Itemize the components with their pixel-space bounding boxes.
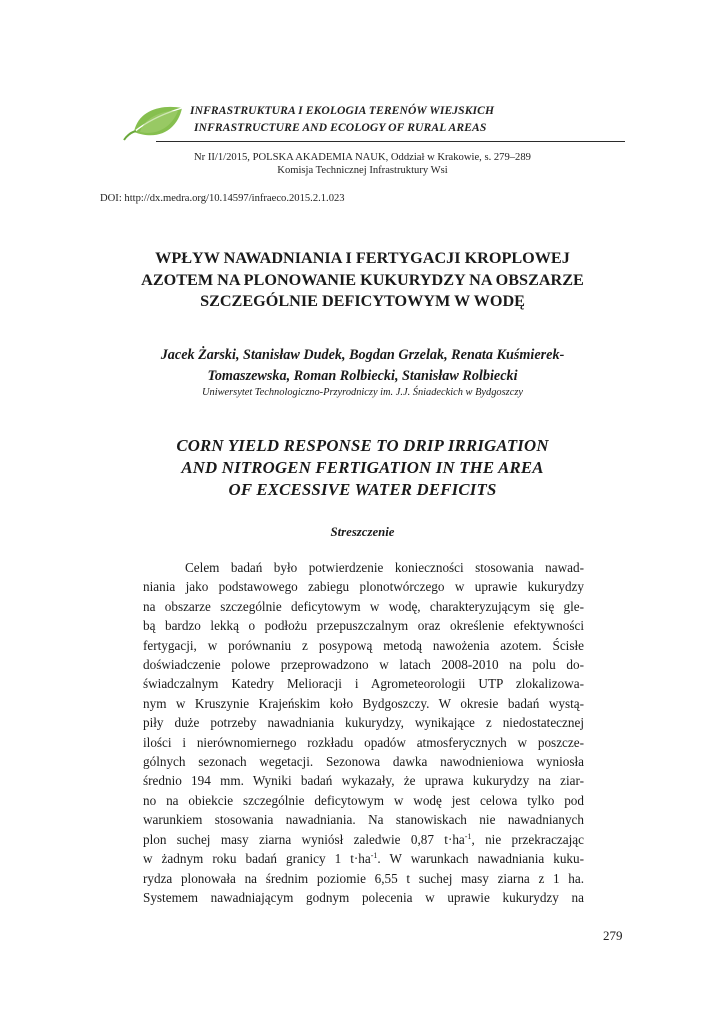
abstract-heading: Streszczenie bbox=[330, 525, 395, 539]
journal-title-en: INFRASTRUCTURE AND ECOLOGY OF RURAL AREAS bbox=[194, 121, 487, 134]
abstract-text: . W warunkach nawadniania kuku- bbox=[377, 851, 584, 867]
abstract-text: w żadnym roku badań granicy 1 t bbox=[143, 851, 354, 867]
abstract-line: doświadczenie polowe przeprowadzono w latach 2008-2010 na polu do- bbox=[143, 657, 584, 673]
title-pl-line: WPŁYW NAWADNIANIA I FERTYGACJI KROPLOWEJ bbox=[155, 249, 570, 267]
issue-info: Nr II/1/2015, POLSKA AKADEMIA NAUK, Oddział w Krakowie, s. 279–289 bbox=[194, 152, 531, 163]
leaf-icon bbox=[120, 98, 188, 146]
title-en-line: OF EXCESSIVE WATER DEFICITS bbox=[228, 480, 497, 499]
authors-line: Tomaszewska, Roman Rolbiecki, Stanisław Rolbiecki bbox=[207, 367, 518, 384]
abstract-line: na obszarze szczególnie deficytowym w wodę, charakteryzującym się gle- bbox=[143, 598, 584, 614]
unit-exponent: -1 bbox=[370, 851, 378, 861]
journal-logo bbox=[120, 98, 188, 146]
abstract-line bbox=[143, 830, 584, 849]
article-title-en bbox=[90, 435, 635, 501]
abstract-line: bą bardzo lekką o podłożu przepuszczalnym oraz określenie efektywności bbox=[143, 618, 584, 634]
abstract-line: Celem badań było potwierdzenie konieczności stosowania nawad- bbox=[185, 560, 584, 575]
unit-exponent: -1 bbox=[464, 831, 472, 841]
abstract-line: rydza plonowała na średnim poziomie 6,55 t suchej masy ziarna z 1 ha. bbox=[143, 870, 584, 886]
abstract-line: piły duże potrzeby nawadniania kukurydzy, wynikające z niedostatecznej bbox=[143, 715, 584, 731]
abstract-line: no na obiekcie szczególnie deficytowym w wodę jest celowa tylko pod bbox=[143, 792, 584, 808]
abstract-line: świadczalnym Katedry Melioracji i Agrometeorologii UTP zlokalizowa- bbox=[143, 676, 584, 692]
abstract-line bbox=[143, 849, 584, 868]
page-number: 279 bbox=[603, 928, 623, 943]
abstract-line: Systemem nawadniającym godnym polecenia w uprawie kukurydzy na bbox=[143, 889, 584, 905]
header-rule bbox=[156, 141, 625, 142]
abstract-text: , nie przekraczając bbox=[471, 831, 584, 847]
affiliation: Uniwersytet Technologiczno-Przyrodniczy im. J.J. Śniadeckich w Bydgoszczy bbox=[202, 387, 523, 398]
abstract-line: średnio 194 mm. Wyniki badań wykazały, że uprawa kukurydzy na ziar- bbox=[143, 773, 584, 789]
unit-text: ·ha bbox=[447, 831, 465, 847]
article-title-pl bbox=[90, 248, 635, 313]
unit-text: ·ha bbox=[353, 851, 371, 867]
abstract-line: warunkiem stosowania nawadniania. Na stanowiskach nie nawadnianych bbox=[143, 812, 584, 828]
journal-title-pl: INFRASTRUKTURA I EKOLOGIA TERENÓW WIEJSKICH bbox=[190, 104, 495, 117]
abstract-line: fertygacji, w porównaniu z posypową metodą nawożenia azotem. Ścisłe bbox=[143, 637, 584, 653]
title-pl-line: SZCZEGÓLNIE DEFICYTOWYM W WODĘ bbox=[200, 292, 525, 310]
author-list bbox=[90, 345, 635, 386]
authors-line: Jacek Żarski, Stanisław Dudek, Bogdan Grzelak, Renata Kuśmierek- bbox=[160, 347, 565, 363]
abstract-body bbox=[143, 558, 584, 907]
abstract-line: niania jako podstawowego zabiegu plonotwórczego w uprawie kukurydzy bbox=[143, 579, 584, 595]
abstract-line: gólnych sezonach wegetacji. Sezonowa dawka nawodnieniowa wyniosła bbox=[143, 754, 584, 770]
title-en-line: AND NITROGEN FERTIGATION IN THE AREA bbox=[181, 458, 544, 477]
abstract-line: ilości i nierównomiernego rozkładu opadów atmosferycznych w poszcze- bbox=[143, 734, 584, 750]
abstract-text: plon suchej masy ziarna wyniósł zaledwie 0,87 t bbox=[143, 831, 448, 847]
doi-link[interactable]: DOI: http://dx.medra.org/10.14597/infraeco.2015.2.1.023 bbox=[100, 193, 345, 204]
commission-name: Komisja Technicznej Infrastruktury Wsi bbox=[277, 165, 448, 176]
title-en-line: CORN YIELD RESPONSE TO DRIP IRRIGATION bbox=[176, 436, 549, 455]
abstract-line: nym w Kruszynie Krajeńskim koło Bydgoszczy. W okresie badań wystą- bbox=[143, 695, 584, 711]
title-pl-line: AZOTEM NA PLONOWANIE KUKURYDZY NA OBSZARZE bbox=[141, 270, 584, 289]
